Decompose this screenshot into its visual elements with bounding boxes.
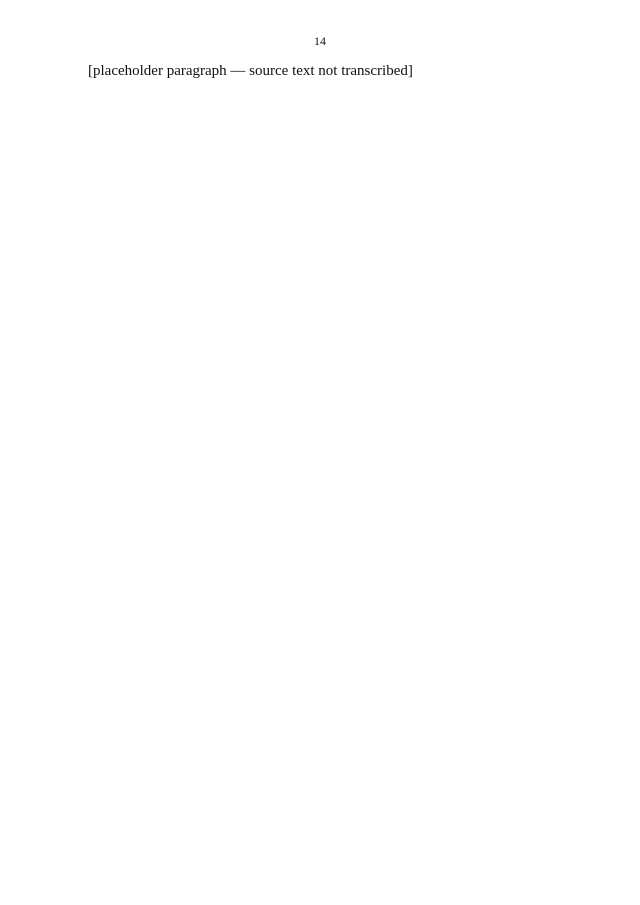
page-number: 14 — [314, 34, 326, 48]
body-text — [88, 62, 566, 80]
paragraph: [placeholder paragraph — source text not transcribed] — [88, 63, 413, 79]
